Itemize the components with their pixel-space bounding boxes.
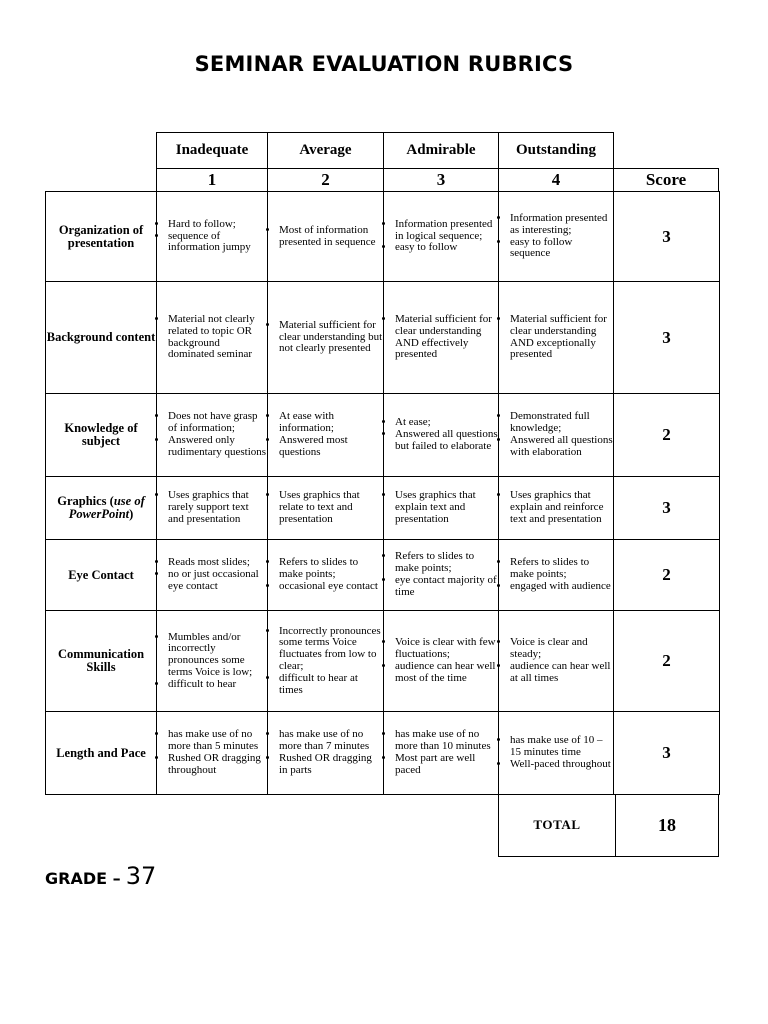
list-item: • easy to follow: [395, 242, 498, 254]
page-title: SEMINAR EVALUATION RUBRICS: [194, 52, 574, 76]
table-row: [46, 477, 720, 540]
list-item: • eye contact majority of time: [395, 575, 498, 599]
list-item: • easy to follow sequence: [510, 237, 613, 261]
list-item: • has make use of no more than 7 minutes: [279, 729, 383, 753]
table-row: [46, 540, 720, 611]
list-item: • has make use of 10 – 15 minutes time: [510, 735, 613, 759]
list-item: • Material sufficient for clear understanding but not clearly presented: [279, 320, 383, 355]
cell-inadequate: [157, 192, 268, 282]
list-item: • Most part are well paced: [395, 753, 498, 777]
list-item: • Well-paced throughout: [510, 759, 613, 771]
score-value: 3: [614, 192, 720, 282]
cell-outstanding: [499, 611, 614, 712]
score-value: 3: [614, 477, 720, 540]
cell-average: [268, 192, 384, 282]
level-number-2: 2: [267, 168, 384, 192]
level-header-average: Average: [267, 132, 384, 169]
criterion-graphics-end: ): [129, 507, 134, 521]
table-row: [46, 394, 720, 477]
list-item: • sequence of information jumpy: [168, 231, 267, 255]
criterion-eye-contact: Eye Contact: [46, 540, 157, 611]
score-value: 2: [614, 611, 720, 712]
list-item: • Material sufficient for clear understanding AND effectively presented: [395, 314, 498, 361]
criterion-graphics-label: Graphics (: [57, 494, 114, 508]
list-item: • Voice is clear and steady;: [510, 637, 613, 661]
cell-inadequate: [157, 712, 268, 795]
cell-outstanding: [499, 394, 614, 477]
total-value: 18: [658, 814, 676, 835]
table-row: [46, 282, 720, 394]
criterion-graphics: [46, 477, 157, 540]
level-number-3: 3: [383, 168, 499, 192]
list-item: • Answered most questions: [279, 435, 383, 459]
list-item: • has make use of no more than 10 minutes: [395, 729, 498, 753]
grade-label: GRADE –: [45, 869, 121, 888]
cell-outstanding: [499, 192, 614, 282]
list-item: • Hard to follow;: [168, 219, 267, 231]
list-item: • Mumbles and/or incorrectly pronounces some terms Voice is low;: [168, 632, 267, 679]
cell-inadequate: [157, 477, 268, 540]
list-item: • At ease with information;: [279, 411, 383, 435]
table-row: [46, 192, 720, 282]
list-item: • no or just occasional eye contact: [168, 569, 267, 593]
cell-admirable: [384, 712, 499, 795]
cell-outstanding: [499, 712, 614, 795]
criterion-organization: Organization of presentation: [46, 192, 157, 282]
table-row: [46, 712, 720, 795]
list-item: • Voice is clear with few fluctuations;: [395, 637, 498, 661]
level-number-1: 1: [156, 168, 268, 192]
cell-outstanding: [499, 477, 614, 540]
list-item: • audience can hear well at all times: [510, 661, 613, 685]
list-item: • Answered all questions with elaboration: [510, 435, 613, 459]
list-item: • Answered only rudimentary questions: [168, 435, 267, 459]
list-item: • has make use of no more than 5 minutes: [168, 729, 267, 753]
list-item: • Uses graphics that explain and reinforce text and presentation: [510, 490, 613, 525]
list-item: • At ease;: [395, 417, 498, 429]
list-item: • Information presented in logical sequence;: [395, 219, 498, 243]
list-item: • Demonstrated full knowledge;: [510, 411, 613, 435]
list-item: • Does not have grasp of information;: [168, 411, 267, 435]
total-row: [498, 794, 719, 857]
cell-average: [268, 477, 384, 540]
cell-average: [268, 394, 384, 477]
cell-inadequate: [157, 611, 268, 712]
cell-average: [268, 611, 384, 712]
cell-inadequate: [157, 540, 268, 611]
list-item: • Answered all questions but failed to elaborate: [395, 429, 498, 453]
criterion-knowledge: Knowledge of subject: [46, 394, 157, 477]
list-item: • audience can hear well most of the time: [395, 661, 498, 685]
cell-inadequate: [157, 394, 268, 477]
score-value: 3: [614, 712, 720, 795]
list-item: • Rushed OR dragging throughout: [168, 753, 267, 777]
criterion-background: Background content: [46, 282, 157, 394]
cell-average: [268, 712, 384, 795]
level-header-admirable: Admirable: [383, 132, 499, 169]
list-item: • Incorrectly pronounces some terms Voice fluctuates from low to clear;: [279, 626, 383, 673]
score-value: 2: [614, 394, 720, 477]
list-item: • Material sufficient for clear understanding AND exceptionally presented: [510, 314, 613, 361]
grade-value: 37: [125, 862, 157, 890]
cell-admirable: [384, 282, 499, 394]
list-item: • engaged with audience: [510, 581, 613, 593]
list-item: • Uses graphics that rarely support text and presentation: [168, 490, 267, 525]
list-item: • Refers to slides to make points;: [279, 557, 383, 581]
criterion-graphics-italic: use of PowerPoint: [68, 494, 145, 521]
list-item: • difficult to hear at times: [279, 673, 383, 697]
total-label: TOTAL: [499, 794, 616, 856]
list-item: • Uses graphics that explain text and presentation: [395, 490, 498, 525]
list-item: • Material not clearly related to topic OR background dominated seminar: [168, 314, 267, 361]
level-header-inadequate: Inadequate: [156, 132, 268, 169]
score-value: 2: [614, 540, 720, 611]
table-row: [46, 611, 720, 712]
level-header-outstanding: Outstanding: [498, 132, 614, 169]
list-item: • Uses graphics that relate to text and presentation: [279, 490, 383, 525]
list-item: • Most of information presented in sequence: [279, 225, 383, 249]
cell-admirable: [384, 192, 499, 282]
cell-outstanding: [499, 282, 614, 394]
cell-admirable: [384, 477, 499, 540]
level-number-4: 4: [498, 168, 614, 192]
cell-admirable: [384, 611, 499, 712]
cell-inadequate: [157, 282, 268, 394]
criterion-length-pace: Length and Pace: [46, 712, 157, 795]
cell-average: [268, 282, 384, 394]
score-value: 3: [614, 282, 720, 394]
list-item: • occasional eye contact: [279, 581, 383, 593]
list-item: • Refers to slides to make points;: [510, 557, 613, 581]
cell-admirable: [384, 394, 499, 477]
rubric-table: [45, 191, 720, 795]
list-item: • Refers to slides to make points;: [395, 551, 498, 575]
cell-admirable: [384, 540, 499, 611]
criterion-communication: Communication Skills: [46, 611, 157, 712]
cell-average: [268, 540, 384, 611]
list-item: • Rushed OR dragging in parts: [279, 753, 383, 777]
list-item: • Information presented as interesting;: [510, 213, 613, 237]
grade: [45, 862, 156, 890]
cell-outstanding: [499, 540, 614, 611]
list-item: • Reads most slides;: [168, 557, 267, 569]
list-item: • difficult to hear: [168, 679, 267, 691]
score-header: Score: [613, 168, 719, 192]
